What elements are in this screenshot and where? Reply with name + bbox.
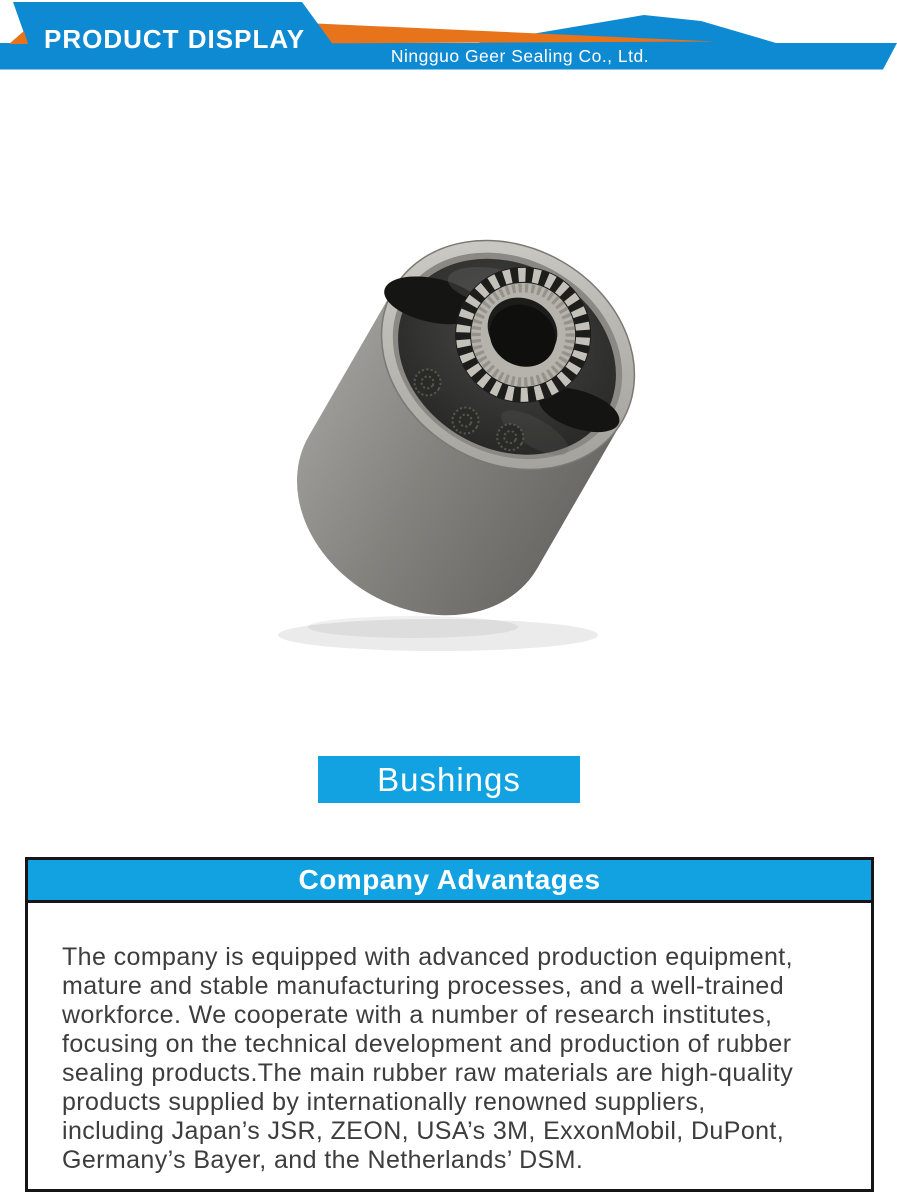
paragraph-line: The company is equipped with advanced production equipment, — [62, 943, 793, 971]
bushing-body-group — [248, 195, 678, 661]
company-advantages-title: Company Advantages — [28, 860, 871, 903]
company-advantages-box — [25, 857, 874, 1192]
page-title: PRODUCT DISPLAY — [44, 24, 306, 54]
paragraph-line: including Japan’s JSR, ZEON, USA’s 3M, ExxonMobil, DuPont, — [62, 1117, 785, 1145]
paragraph-line: mature and stable manufacturing processes, and a well-trained — [62, 972, 785, 1000]
header-banner — [0, 0, 897, 78]
paragraph-line: focusing on the technical development and production of rubber — [62, 1030, 792, 1058]
company-name: Ningguo Geer Sealing Co., Ltd. — [390, 46, 650, 66]
bushings-button[interactable]: Bushings — [318, 756, 580, 803]
paragraph-line: workforce. We cooperate with a number of research institutes, — [62, 1001, 773, 1029]
company-advantages-text — [28, 903, 871, 1175]
product-shadow-inner — [308, 616, 518, 638]
bushing-product-image — [248, 195, 688, 665]
paragraph-line: products supplied by internationally renowned suppliers, — [62, 1088, 706, 1116]
paragraph-line: Germany’s Bayer, and the Netherlands’ DSM. — [62, 1146, 584, 1174]
bushing-illustration — [248, 195, 688, 665]
paragraph-line: sealing products.The main rubber raw materials are high-quality — [62, 1059, 794, 1087]
